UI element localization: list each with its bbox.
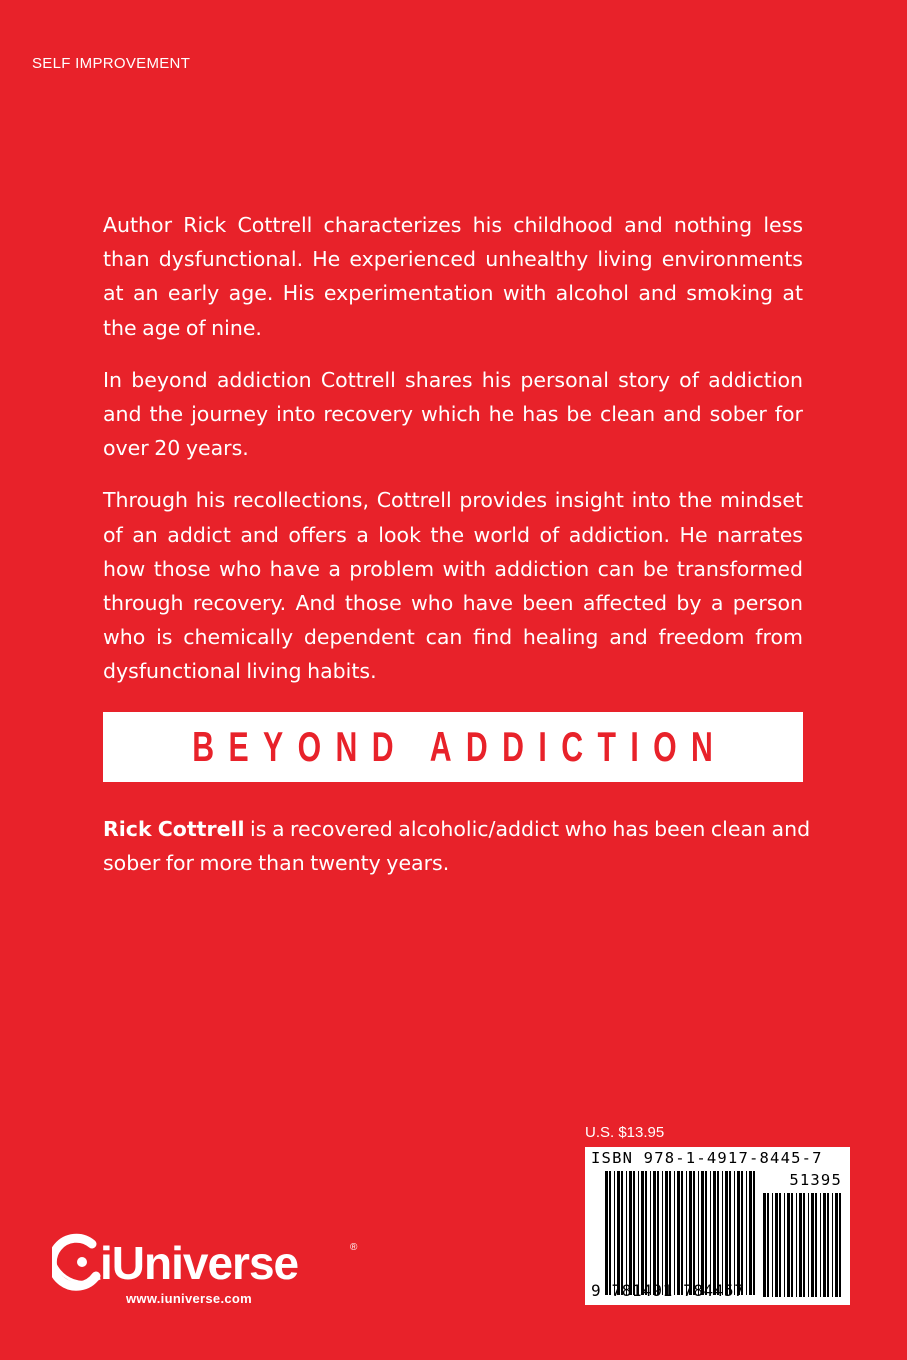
barcode-bar: [779, 1193, 781, 1297]
barcode-bar: [686, 1171, 687, 1295]
author-name: Rick Cottrell: [103, 817, 245, 841]
barcode-bar: [641, 1171, 644, 1295]
barcode-bar: [605, 1171, 608, 1295]
barcode-bar: [753, 1171, 755, 1295]
publisher-url: www.iuniverse.com: [126, 1291, 252, 1306]
barcode-bar: [839, 1193, 841, 1297]
category-label: SELF IMPROVEMENT: [32, 55, 191, 72]
barcode-bar: [799, 1193, 802, 1297]
barcode-bar: [767, 1193, 769, 1297]
barcode-bar: [734, 1171, 735, 1295]
barcode-bar: [741, 1171, 743, 1295]
barcode-bar: [626, 1171, 627, 1295]
barcode-addon-digits: 51395: [789, 1171, 842, 1189]
barcode-bar: [645, 1171, 647, 1295]
barcode-bar: [787, 1193, 790, 1297]
barcode-bar: [693, 1171, 695, 1295]
barcode-bar: [681, 1171, 683, 1295]
barcode-bar: [621, 1171, 623, 1295]
barcode-bar: [701, 1171, 704, 1295]
barcode-bar: [827, 1193, 829, 1297]
barcode-bar: [614, 1171, 615, 1295]
barcode-bar: [811, 1193, 814, 1297]
barcode-bar: [713, 1171, 716, 1295]
barcode-bar: [717, 1171, 719, 1295]
registered-mark: ®: [350, 1242, 358, 1253]
barcode-bar: [609, 1171, 611, 1295]
isbn-label: ISBN 978-1-4917-8445-7: [591, 1149, 823, 1167]
barcode-bar: [722, 1171, 723, 1295]
barcode-bar: [832, 1193, 833, 1297]
barcode-bar: [803, 1193, 805, 1297]
barcode-bar: [775, 1193, 778, 1297]
barcode-bar: [638, 1171, 639, 1295]
barcode-bar: [823, 1193, 826, 1297]
barcode-bar: [674, 1171, 675, 1295]
barcode-bar: [662, 1171, 663, 1295]
barcode-bar: [737, 1171, 740, 1295]
barcode-bar: [665, 1171, 668, 1295]
barcode-bar: [784, 1193, 785, 1297]
barcode-bar: [729, 1171, 731, 1295]
barcode-digits: 9 781491 784457: [591, 1281, 745, 1300]
barcode-bar: [653, 1171, 656, 1295]
barcode-bar: [835, 1193, 838, 1297]
barcode-bar: [650, 1171, 651, 1295]
barcode-bar: [815, 1193, 817, 1297]
barcode-bar: [749, 1171, 752, 1295]
back-cover-blurb: [103, 208, 803, 707]
barcode-bar: [796, 1193, 797, 1297]
barcode: [585, 1147, 850, 1305]
blurb-paragraph: Author Rick Cottrell characterizes his childhood and nothing less than dysfunctional. He experienced unhealthy living environments at an early age. His experimentation with alcohol and smoking at the age of nine.: [103, 213, 803, 340]
barcode-bar: [677, 1171, 680, 1295]
barcode-bar: [705, 1171, 707, 1295]
barcode-bar: [698, 1171, 699, 1295]
title-banner: [103, 712, 803, 782]
barcode-bar: [633, 1171, 635, 1295]
barcode-bar: [669, 1171, 671, 1295]
book-title: BEYOND ADDICTION: [192, 723, 728, 770]
publisher-logo: [52, 1232, 372, 1312]
barcode-bar: [710, 1171, 711, 1295]
barcode-bar: [689, 1171, 692, 1295]
barcode-bar: [772, 1193, 773, 1297]
barcode-bar: [629, 1171, 632, 1295]
author-bio-text: is a recovered alcoholic/addict who has been clean and sober for more than twenty years.: [103, 817, 811, 875]
publisher-name: iUniverse: [100, 1237, 299, 1289]
barcode-bar: [763, 1193, 766, 1297]
barcode-bar: [820, 1193, 821, 1297]
barcode-bar: [791, 1193, 793, 1297]
barcode-bar: [657, 1171, 659, 1295]
price-label: U.S. $13.95: [585, 1124, 665, 1141]
barcode-bar: [746, 1171, 747, 1295]
barcode-bar: [725, 1171, 728, 1295]
barcode-bar: [617, 1171, 620, 1295]
author-bio: [103, 812, 813, 880]
blurb-paragraph: In beyond addiction Cottrell shares his personal story of addiction and the journey into recovery which he has be clean and sober for over 20 years.: [103, 367, 803, 461]
barcode-bar: [808, 1193, 809, 1297]
blurb-paragraph: Through his recollections, Cottrell provides insight into the mindset of an addict and offers a look the world of addiction. He narrates how those who have a problem with addiction can be transformed through recovery. And those who have been affected by a person who is chemically dependent can find healing and freedom from dysfunctional living habits.: [103, 488, 803, 684]
